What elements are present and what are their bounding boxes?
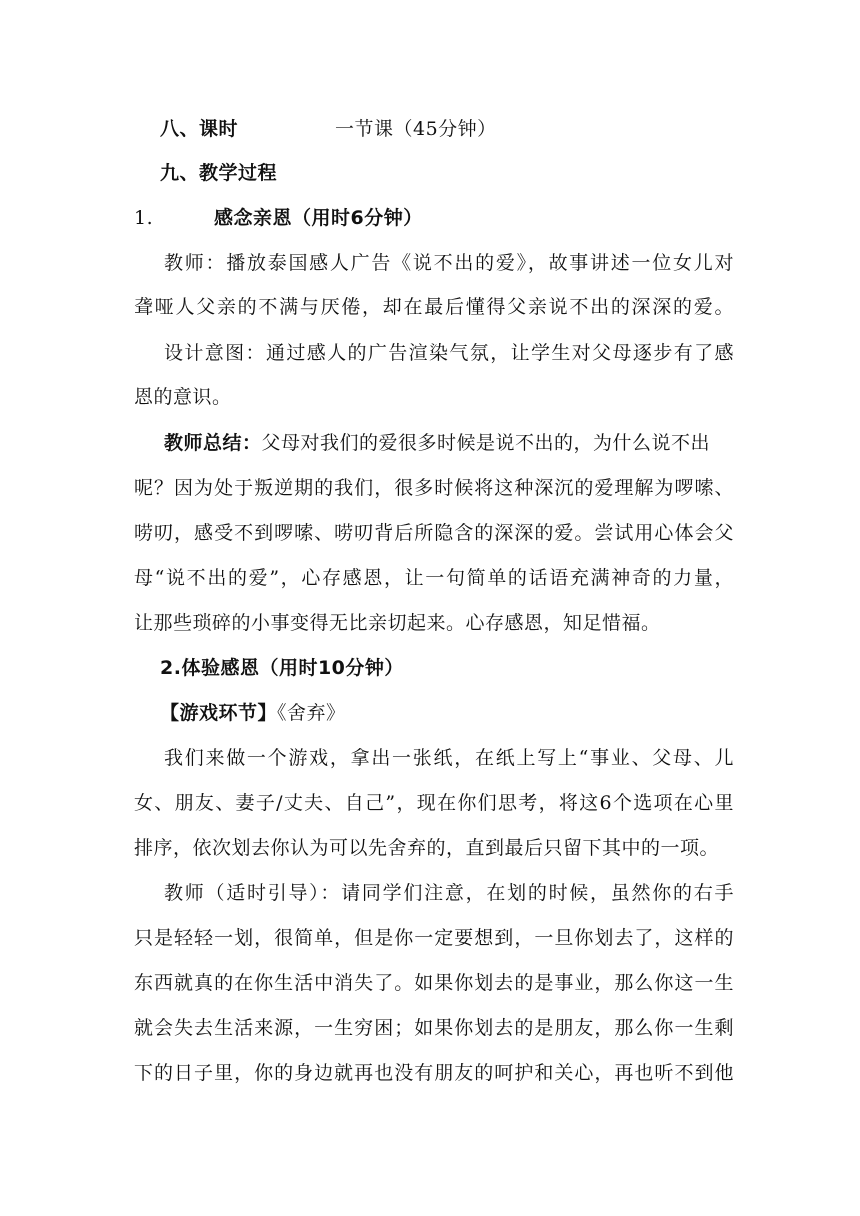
section-9-heading: 九、教学过程 [160,162,278,184]
paragraph-line: 排序，依次划去你认为可以先舍弃的，直到最后只留下其中的一项。 [134,837,720,859]
paragraph-line: 教师（适时引导）：请同学们注意，在划的时候，虽然你的右手 [164,882,734,904]
summary-text: 父母对我们的爱很多时候是说不出的，为什么说不出 [261,432,711,454]
summary-label: 教师总结： [164,432,262,454]
paragraph-line: 聋哑人父亲的不满与厌倦，却在最后懂得父亲说不出的深深的爱。 [134,296,734,318]
game-heading [160,701,346,725]
paragraph-line: 就会失去生活来源，一生穷困；如果你划去的是朋友，那么你一生剩 [134,1017,734,1039]
part-2-title: 2.体验感恩（用时10分钟） [160,657,404,679]
paragraph-line: 母“说不出的爱”，心存感恩，让一句简单的话语充满神奇的力量， [134,567,734,589]
paragraph-line: 恩的意识。 [134,386,232,408]
section-8-value: 一节课（45分钟） [335,118,497,140]
paragraph-line: 只是轻轻一划，很简单，但是你一定要想到，一旦你划去了，这样的 [134,927,734,949]
section-8-heading: 八、课时 [160,118,239,140]
paragraph-line: 让那些琐碎的小事变得无比亲切起来。心存感恩，知足惜福。 [134,612,661,634]
paragraph-line: 唠叨，感受不到啰嗦、唠叨背后所隐含的深深的爱。尝试用心体会父 [134,522,734,544]
paragraph-line: 下的日子里，你的身边就再也没有朋友的呵护和关心，再也听不到他 [134,1062,734,1084]
part-1-number: 1. [134,207,154,229]
paragraph-line: 我们来做一个游戏，拿出一张纸，在纸上写上“事业、父母、儿 [164,747,734,769]
part-1-title: 感念亲恩（用时6分钟） [214,207,423,229]
paragraph-line: 女、朋友、妻子/丈夫、自己”，现在你们思考，将这6个选项在心里 [134,792,734,814]
summary-first-line [164,431,710,455]
game-name: 《舍弃》 [277,702,346,724]
paragraph-line: 教师：播放泰国感人广告《说不出的爱》，故事讲述一位女儿对 [164,252,734,274]
paragraph-line: 呢？因为处于叛逆期的我们，很多时候将这种深沉的爱理解为啰嗦、 [134,477,734,499]
paragraph-line: 东西就真的在你生活中消失了。如果你划去的是事业，那么你这一生 [134,972,734,994]
paragraph-line: 设计意图：通过感人的广告渲染气氛，让学生对父母逐步有了感 [164,342,734,364]
game-label: 【游戏环节】 [160,702,278,724]
